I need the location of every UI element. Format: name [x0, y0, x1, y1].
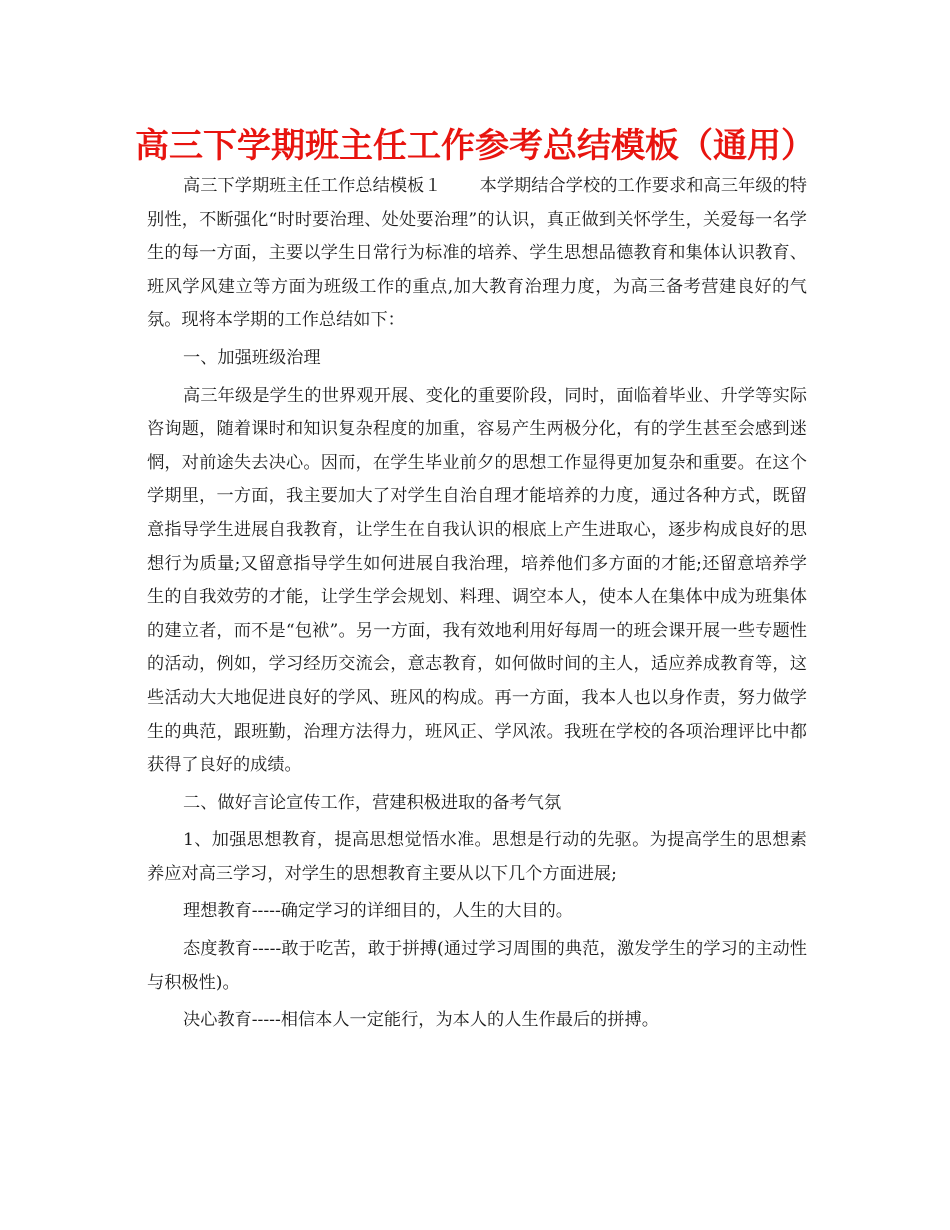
section1-heading: 一、加强班级治理	[183, 347, 321, 368]
ideal-education-paragraph: 理想教育-----确定学习的详细目的，人生的大目的。	[183, 901, 573, 922]
item1-paragraph: 1、加强思想教育，提高思想觉悟水准。思想是行动的先驱。为提高学生的思想素养应对高三学习，对学生的思想教育主要从以下几个方面进展;	[147, 830, 807, 884]
resolve-education-paragraph: 决心教育-----相信本人一定能行，为本人的人生作最后的拼搏。	[183, 1010, 659, 1031]
section2-heading: 二、做好言论宣传工作，营建积极进取的备考气氛	[183, 792, 562, 813]
document-body	[147, 170, 807, 1038]
document-title: 高三下学期班主任工作参考总结模板（通用）	[135, 126, 815, 166]
intro-body: 本学期结合学校的工作要求和高三年级的特别性，不断强化“时时要治理、处处要治理”的认识，真正做到关怀学生，关爱每一名学生的每一方面，主要以学生日常行为标准的培养、学生思想品德教育和集体认识教育、班风学风建立等方面为班级工作的重点,加大教育治理力度，为高三备考营建良好的气氛。现将本学期的工作总结如下：	[147, 176, 807, 331]
section1-paragraph: 高三年级是学生的世界观开展、变化的重要阶段，同时，面临着毕业、升学等实际咨询题，随着课时和知识复杂程度的加重，容易产生两极分化，有的学生甚至会感到迷惘，对前途失去决心。因而，在学生毕业前夕的思想工作显得更加复杂和重要。在这个学期里，一方面，我主要加大了对学生自治自理才能培养的力度，通过各种方式，既留意指导学生进展自我教育，让学生在自我认识的根底上产生进取心，逐步构成良好的思想行为质量;又留意指导学生如何进展自我治理，培养他们多方面的才能;还留意培养学生的自我效劳的才能，让学生学会规划、料理、调空本人，使本人在集体中成为班集体的建立者，而不是“包袱”。另一方面，我有效地利用好每周一的班会课开展一些专题性的活动，例如，学习经历交流会，意志教育，如何做时间的主人，适应养成教育等，这些活动大大地促进良好的学风、班风的构成。再一方面，我本人也以身作责，努力做学生的典范，跟班勤，治理方法得力，班风正、学风浓。我班在学校的各项治理评比中都获得了良好的成绩。	[147, 385, 807, 776]
intro-lead: 高三下学期班主任工作总结模板１	[183, 176, 442, 196]
intro-paragraph	[147, 170, 807, 338]
attitude-education-paragraph: 态度教育-----敢于吃苦，敢于拼搏(通过学习周围的典范，激发学生的学习的主动性与积极性)。	[147, 939, 807, 993]
